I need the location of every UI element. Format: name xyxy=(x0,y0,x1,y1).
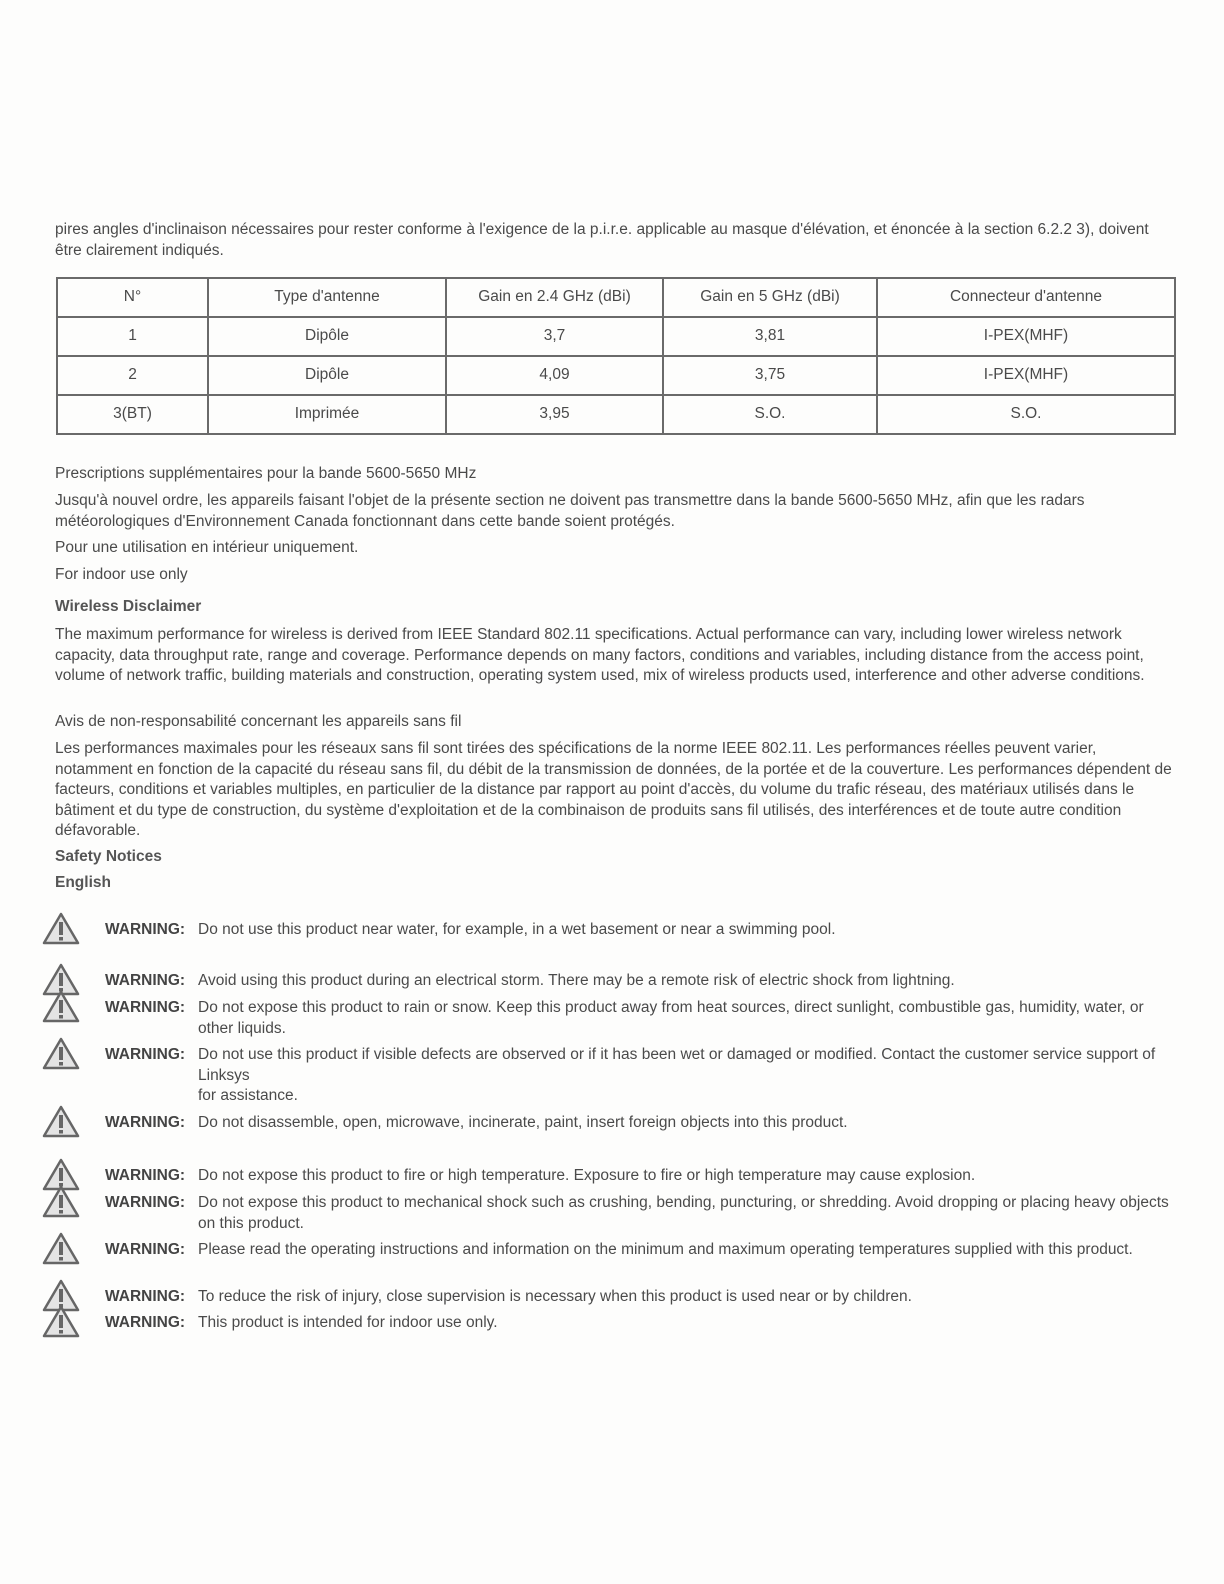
warning-label: WARNING: xyxy=(105,1167,186,1184)
warning-label: WARNING: xyxy=(105,1314,186,1331)
warning-text: Do not disassemble, open, microwave, incinerate, paint, insert foreign objects into this product. xyxy=(198,1114,848,1131)
prescriptions-text: Jusqu'à nouvel ordre, les appareils faisant l'objet de la présente section ne doivent pas transmettre dans la bande 5600-5650 MHz, afin que les radars météorologiques d'Environnement Canada fonctionnant dans cette bande soient protégés. xyxy=(55,492,1085,530)
safety-notices-heading: Safety Notices xyxy=(55,848,162,865)
warning-text: To reduce the risk of injury, close supervision is necessary when this product is used near or by children. xyxy=(198,1288,912,1305)
indoor-fr: Pour une utilisation en intérieur uniquement. xyxy=(55,539,359,556)
warning-label: WARNING: xyxy=(105,1194,186,1211)
table-row xyxy=(57,356,1175,395)
table-cell: I-PEX(MHF) xyxy=(877,356,1175,395)
warning-text: Do not expose this product to fire or high temperature. Exposure to fire or high temperature may cause explosion. xyxy=(198,1167,976,1184)
warning-label: WARNING: xyxy=(105,1288,186,1305)
table-cell: Dipôle xyxy=(208,356,446,395)
warning-text: This product is intended for indoor use only. xyxy=(198,1314,498,1331)
table-row xyxy=(57,317,1175,356)
warning-triangle-icon xyxy=(42,1185,80,1219)
wireless-disclaimer-heading: Wireless Disclaimer xyxy=(55,598,202,615)
warning-text: Avoid using this product during an electrical storm. There may be a remote risk of electric shock from lightning. xyxy=(198,972,955,989)
warning-label: WARNING: xyxy=(105,972,186,989)
warning-triangle-icon xyxy=(42,912,80,946)
table-header-row xyxy=(57,278,1175,317)
table-header: Type d'antenne xyxy=(208,278,446,317)
warning-label: WARNING: xyxy=(105,1046,186,1063)
table-header: Connecteur d'antenne xyxy=(877,278,1175,317)
table-row xyxy=(57,395,1175,434)
antenna-table xyxy=(56,277,1176,435)
warning-text: Do not use this product if visible defects are observed or if it has been wet or damaged or modified. Contact the customer service support of Linksys for assistance. xyxy=(198,1046,1156,1104)
warning-triangle-icon xyxy=(42,1305,80,1339)
prescriptions-title: Prescriptions supplémentaires pour la bande 5600-5650 MHz xyxy=(55,465,477,482)
warning-label: WARNING: xyxy=(105,999,186,1016)
warning-text: Please read the operating instructions and information on the minimum and maximum operating temperatures supplied with this product. xyxy=(198,1241,1133,1258)
table-header: N° xyxy=(57,278,208,317)
table-cell: S.O. xyxy=(877,395,1175,434)
table-cell: 3(BT) xyxy=(57,395,208,434)
table-cell: Dipôle xyxy=(208,317,446,356)
table-cell: 1 xyxy=(57,317,208,356)
warning-label: WARNING: xyxy=(105,1241,186,1258)
table-cell: 4,09 xyxy=(446,356,663,395)
table-header: Gain en 5 GHz (dBi) xyxy=(663,278,877,317)
language-heading: English xyxy=(55,874,111,891)
warning-text: Do not use this product near water, for example, in a wet basement or near a swimming pool. xyxy=(198,921,836,938)
warning-triangle-icon xyxy=(42,1105,80,1139)
wireless-disclaimer-text: The maximum performance for wireless is derived from IEEE Standard 802.11 specifications. Actual performance can vary, including lower wireless network capacity, data throughput rate, range and coverage. Performance depends on many factors, conditions and variables, including distance from the access point, volume of network traffic, building materials and construction, operating system used, mix of wireless products used, interference and other adverse conditions. xyxy=(55,626,1145,684)
warning-text: Do not expose this product to mechanical shock such as crushing, bending, puncturing, or shredding. Avoid dropping or placing heavy objects on this product. xyxy=(198,1194,1169,1232)
avis-text: Les performances maximales pour les réseaux sans fil sont tirées des spécifications de la norme IEEE 802.11. Les performances réelles peuvent varier, notamment en fonction de la capacité du réseau sans fil, du débit de la transmission de données, de la portée et de la couverture. Les performances dépendent de facteurs, conditions et variables multiples, en particulier de la distance par rapport au point d'accès, du volume du trafic réseau, des matériaux utilisés dans le bâtiment et du type de construction, du système d'exploitation et de la combinaison de produits sans fil utilisés, des interférences et de toute autre condition défavorable. xyxy=(55,740,1172,839)
warning-triangle-icon xyxy=(42,1232,80,1266)
warning-triangle-icon xyxy=(42,990,80,1024)
table-cell: 3,7 xyxy=(446,317,663,356)
table-cell: 2 xyxy=(57,356,208,395)
table-cell: I-PEX(MHF) xyxy=(877,317,1175,356)
table-cell: 3,95 xyxy=(446,395,663,434)
table-cell: Imprimée xyxy=(208,395,446,434)
table-cell: 3,75 xyxy=(663,356,877,395)
avis-heading: Avis de non-responsabilité concernant les appareils sans fil xyxy=(55,713,462,730)
intro-paragraph: pires angles d'inclinaison nécessaires pour rester conforme à l'exigence de la p.i.r.e. applicable au masque d'élévation, et énoncée à la section 6.2.2 3), doivent être clairement indiqués. xyxy=(55,221,1149,259)
indoor-en: For indoor use only xyxy=(55,566,188,583)
table-cell: S.O. xyxy=(663,395,877,434)
warning-triangle-icon xyxy=(42,1037,80,1071)
table-cell: 3,81 xyxy=(663,317,877,356)
warning-label: WARNING: xyxy=(105,921,186,938)
table-header: Gain en 2.4 GHz (dBi) xyxy=(446,278,663,317)
warning-text: Do not expose this product to rain or snow. Keep this product away from heat sources, direct sunlight, combustible gas, humidity, water, or other liquids. xyxy=(198,999,1144,1037)
warning-label: WARNING: xyxy=(105,1114,186,1131)
